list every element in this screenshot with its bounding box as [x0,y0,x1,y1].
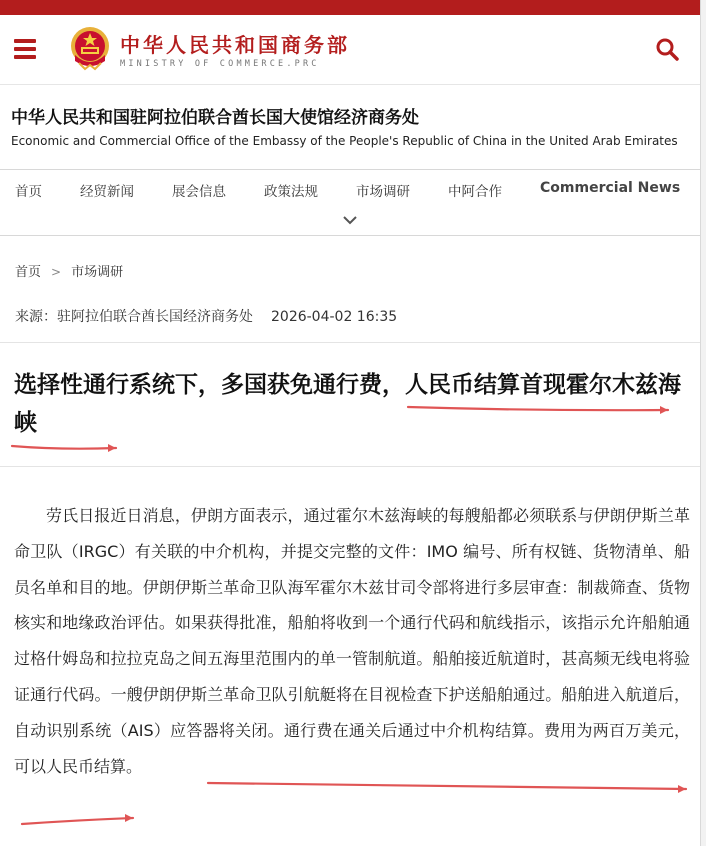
article-meta [15,306,397,326]
main-nav [0,171,700,236]
article-source: 来源：驻阿拉伯联合酋长国经济商务处 [15,309,253,325]
office-name-cn[interactable]: 中华人民共和国驻阿拉伯联合酋长国大使馆经济商务处 [11,108,419,128]
article-datetime: 2026-04-02 16:35 [271,309,398,325]
article-title: 选择性通行系统下，多国获免通行费，人民币结算首现霍尔木兹海峡 [14,372,681,436]
breadcrumb-current[interactable]: 市场调研 [71,265,124,280]
annotation-arrowhead [108,444,116,452]
annotation-arrowhead [125,814,133,822]
chevron-down-icon[interactable] [342,214,358,226]
annotation-underline [12,446,116,449]
nav-item-china-arab[interactable]: 中阿合作 [448,184,502,200]
office-banner [0,86,700,170]
breadcrumb-home[interactable]: 首页 [15,265,42,280]
national-emblem-icon [69,25,111,71]
office-name-en: Economic and Commercial Office of the Embassy of the People's Republic of China in the United Arab Emirates [11,134,678,148]
breadcrumb [15,261,123,280]
site-header [0,15,700,85]
menu-icon[interactable] [14,39,36,59]
scrollbar-track[interactable] [700,0,706,846]
top-accent-bar [0,0,700,15]
divider [0,342,700,343]
ministry-logo-text[interactable]: 中华人民共和国商务部 [120,33,350,57]
nav-item-home[interactable]: 首页 [15,184,42,200]
article-body: 劳氏日报近日消息，伊朗方面表示，通过霍尔木兹海峡的每艘船都必须联系与伊朗伊斯兰革命卫队（IRGC）有关联的中介机构，并提交完整的文件：IMO 编号、所有权链、货物清单、船员名单和目的地。伊朗伊斯兰革命卫队海军霍尔木兹甘司令部将进行多层审查：制裁筛查、货物核实和地缘政治评估。如果获得批准，船舶将收到一个通行代码和航线指示，该指示允许船舶通过格什姆岛和拉拉克岛之间五海里范围内的单一管制航道。船舶接近航道时，甚高频无线电将验证通行代码。一艘伊朗伊斯兰革命卫队引航艇将在目视检查下护送船舶通过。船舶进入航道后，自动识别系统（AIS）应答器将关闭。通行费在通关后通过中介机构结算。费用为两百万美元，可以人民币结算。 [14,506,690,776]
ministry-logo-subtitle: MINISTRY OF COMMERCE.PRC [120,59,320,69]
nav-item-commercial-news[interactable]: Commercial News [540,180,681,196]
nav-item-exhibitions[interactable]: 展会信息 [172,184,226,200]
search-icon[interactable] [655,37,679,61]
divider [0,466,700,467]
annotation-underline [22,818,133,824]
nav-item-trade-news[interactable]: 经贸新闻 [80,184,134,200]
annotation-arrowhead [678,785,686,793]
nav-item-policies[interactable]: 政策法规 [264,184,318,200]
nav-item-market-research[interactable]: 市场调研 [356,184,410,200]
breadcrumb-separator: > [51,265,62,279]
